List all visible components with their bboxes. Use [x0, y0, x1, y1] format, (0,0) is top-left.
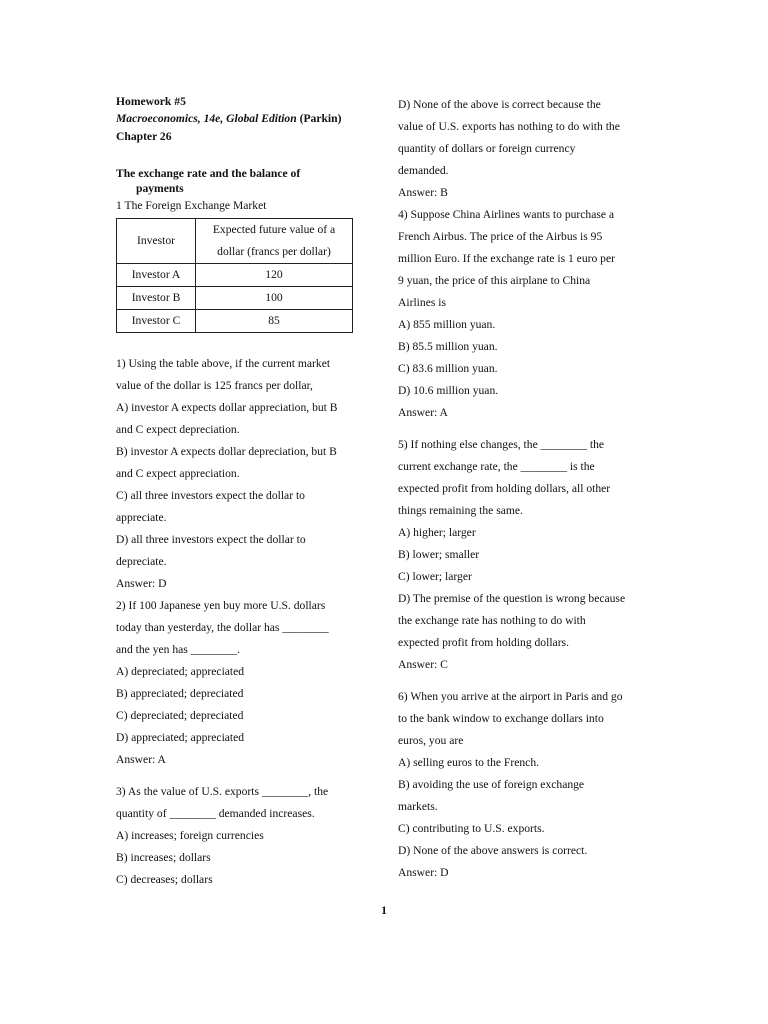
question-line: B) avoiding the use of foreign exchange: [398, 778, 585, 791]
section-title-line-1: The exchange rate and the balance of: [116, 166, 301, 180]
question-5: [398, 434, 654, 676]
question-line: 3) As the value of U.S. exports ________, the: [116, 784, 329, 798]
left-column: [116, 94, 366, 891]
table-header-expected-value: [196, 218, 353, 263]
question-line: D) None of the above is correct because the: [398, 98, 601, 111]
textbook-title: Macroeconomics, 14e, Global Edition: [116, 111, 297, 125]
question-line: markets.: [398, 800, 438, 813]
page-number: 1: [381, 904, 387, 917]
question-1: [116, 353, 366, 595]
answer-line: Answer: D: [398, 866, 449, 879]
question-line: D) The premise of the question is wrong because: [398, 592, 626, 605]
question-line: D) None of the above answers is correct.: [398, 844, 588, 857]
question-line: A) higher; larger: [398, 526, 476, 539]
question-line: quantity of dollars or foreign currency: [398, 142, 576, 155]
question-line: today than yesterday, the dollar has ________: [116, 620, 329, 634]
question-line: 5) If nothing else changes, the ________ the: [398, 438, 605, 451]
question-line: depreciate.: [116, 554, 167, 568]
table-cell-investor: Investor B: [117, 286, 196, 309]
question-line: value of U.S. exports has nothing to do with the: [398, 120, 620, 133]
question-line: euros, you are: [398, 734, 464, 747]
answer-line: Answer: A: [116, 752, 166, 766]
question-line: value of the dollar is 125 francs per dollar,: [116, 378, 313, 392]
right-column: [398, 94, 654, 884]
textbook-author: (Parkin): [299, 111, 342, 125]
question-line: C) decreases; dollars: [116, 872, 213, 886]
question-line: C) contributing to U.S. exports.: [398, 822, 545, 835]
table-cell-value: 85: [196, 309, 353, 332]
question-line: C) all three investors expect the dollar to: [116, 488, 305, 502]
question-line: and C expect appreciation.: [116, 466, 240, 480]
chapter-title: Chapter 26: [116, 130, 172, 143]
question-line: expected profit from holding dollars.: [398, 636, 569, 649]
question-line: B) 85.5 million yuan.: [398, 340, 498, 353]
homework-title: Homework #5: [116, 95, 186, 108]
question-line: 2) If 100 Japanese yen buy more U.S. dollars: [116, 598, 326, 612]
question-line: B) investor A expects dollar depreciation, but B: [116, 444, 337, 458]
table-cell-investor: Investor A: [117, 263, 196, 286]
table-header-row: [117, 218, 353, 263]
question-line: D) all three investors expect the dollar to: [116, 532, 306, 546]
question-line: 1) Using the table above, if the current market: [116, 356, 331, 370]
question-line: demanded.: [398, 164, 449, 177]
question-line: 6) When you arrive at the airport in Paris and go: [398, 690, 623, 703]
header-value-line-2: dollar (francs per dollar): [217, 244, 331, 258]
question-line: A) 855 million yuan.: [398, 318, 496, 331]
investor-table: [116, 218, 353, 333]
question-line: quantity of ________ demanded increases.: [116, 806, 315, 820]
textbook-line: [116, 111, 366, 128]
question-4: [398, 204, 654, 424]
question-line: appreciate.: [116, 510, 167, 524]
question-line: million Euro. If the exchange rate is 1 euro per: [398, 252, 615, 265]
question-3: [116, 781, 366, 891]
question-line: French Airbus. The price of the Airbus is 95: [398, 230, 603, 243]
question-line: C) lower; larger: [398, 570, 472, 583]
answer-line: Answer: C: [398, 658, 448, 671]
question-line: D) appreciated; appreciated: [116, 730, 245, 744]
question-line: Airlines is: [398, 296, 446, 309]
question-line: 4) Suppose China Airlines wants to purchase a: [398, 208, 615, 221]
table-row: [117, 263, 353, 286]
question-line: and C expect depreciation.: [116, 422, 240, 436]
question-line: current exchange rate, the ________ is the: [398, 460, 595, 473]
table-row: [117, 309, 353, 332]
question-line: B) increases; dollars: [116, 850, 211, 864]
table-cell-value: 120: [196, 263, 353, 286]
section-title-line-2: payments: [136, 181, 184, 195]
question-line: C) depreciated; depreciated: [116, 708, 244, 722]
question-line: and the yen has ________.: [116, 642, 240, 656]
table-cell-investor: Investor C: [117, 309, 196, 332]
question-line: A) investor A expects dollar appreciation, but B: [116, 400, 338, 414]
header-value-line-1: Expected future value of a: [212, 222, 336, 236]
question-line: B) lower; smaller: [398, 548, 480, 561]
question-line: the exchange rate has nothing to do with: [398, 614, 586, 627]
question-line: D) 10.6 million yuan.: [398, 384, 499, 397]
table-cell-value: 100: [196, 286, 353, 309]
question-3-continued: [398, 94, 654, 204]
question-line: C) 83.6 million yuan.: [398, 362, 498, 375]
question-line: A) depreciated; appreciated: [116, 664, 245, 678]
question-6: [398, 686, 654, 884]
answer-line: Answer: B: [398, 186, 448, 199]
answer-line: Answer: A: [398, 406, 448, 419]
section-title: [116, 166, 366, 196]
question-line: things remaining the same.: [398, 504, 523, 517]
question-line: A) increases; foreign currencies: [116, 828, 264, 842]
table-row: [117, 286, 353, 309]
table-header-investor: Investor: [117, 218, 196, 263]
question-line: B) appreciated; depreciated: [116, 686, 244, 700]
question-line: 9 yuan, the price of this airplane to China: [398, 274, 591, 287]
answer-line: Answer: D: [116, 576, 167, 590]
question-2: [116, 595, 366, 771]
question-line: A) selling euros to the French.: [398, 756, 540, 769]
question-line: to the bank window to exchange dollars into: [398, 712, 604, 725]
question-line: expected profit from holding dollars, all other: [398, 482, 611, 495]
subsection-title: 1 The Foreign Exchange Market: [116, 198, 267, 212]
